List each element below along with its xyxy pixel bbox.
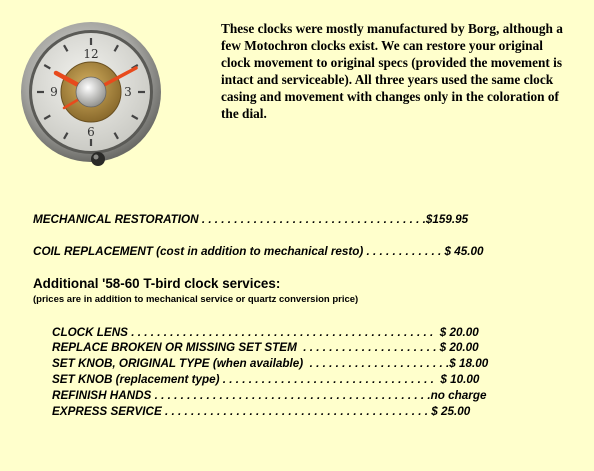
additional-services-note: (prices are in addition to mechanical service or quartz conversion price) bbox=[33, 294, 359, 305]
dial-number-9: 9 bbox=[50, 85, 58, 99]
service-line-clock-lens: CLOCK LENS . . . . . . . . . . . . . . . . . . . . . . . . . . . . . . . . . . . . . . . . . . . . . . . $ 20.00 bbox=[52, 326, 479, 339]
service-line-set-stem: REPLACE BROKEN OR MISSING SET STEM . . . . . . . . . . . . . . . . . . . . . $ 20.00 bbox=[52, 341, 479, 354]
service-line-coil-replacement: COIL REPLACEMENT (cost in addition to mechanical resto) . . . . . . . . . . . . $ 45.00 bbox=[33, 245, 484, 258]
service-line-set-knob-replacement: SET KNOB (replacement type) . . . . . . . . . . . . . . . . . . . . . . . . . . . . . . . . . $ 10.00 bbox=[52, 373, 480, 386]
intro-paragraph: These clocks were mostly manufactured by Borg, although a few Motochron clocks exist. We can restore your original clock movement to original specs (provided the movement is intact and serviceable). All three years used the same clock casing and movement with changes only in the coloration of the dial. bbox=[221, 21, 563, 122]
service-line-refinish-hands: REFINISH HANDS . . . . . . . . . . . . . . . . . . . . . . . . . . . . . . . . . . . . . . . . . . .no charge bbox=[52, 389, 487, 402]
clock-image bbox=[18, 18, 168, 168]
set-knob bbox=[91, 152, 105, 166]
dial-number-3: 3 bbox=[124, 85, 132, 99]
service-line-mechanical-restoration: MECHANICAL RESTORATION . . . . . . . . . . . . . . . . . . . . . . . . . . . . . . . . . . .$159.95 bbox=[33, 213, 469, 226]
service-line-set-knob-original: SET KNOB, ORIGINAL TYPE (when available) . . . . . . . . . . . . . . . . . . . . . .$ 18.00 bbox=[52, 357, 489, 370]
dial-number-6: 6 bbox=[87, 125, 95, 139]
dial-number-12: 12 bbox=[83, 47, 99, 61]
service-line-express-service: EXPRESS SERVICE . . . . . . . . . . . . . . . . . . . . . . . . . . . . . . . . . . . . . . . . . $ 25.00 bbox=[52, 405, 471, 418]
additional-services-heading: Additional '58-60 T-bird clock services: bbox=[33, 276, 281, 291]
